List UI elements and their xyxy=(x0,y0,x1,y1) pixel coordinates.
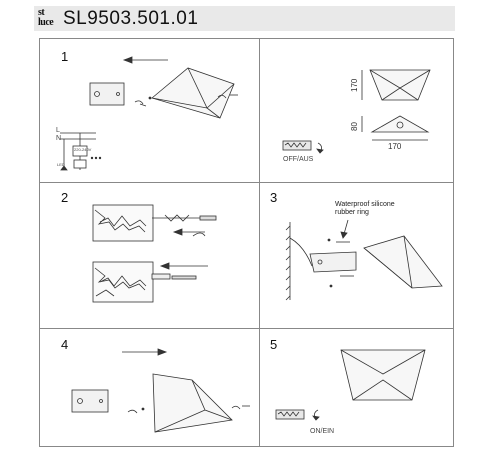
step3-drawing xyxy=(286,220,442,300)
step-number-4: 4 xyxy=(61,337,69,352)
dimension-height-top: 170 xyxy=(350,78,359,92)
step2-drawing xyxy=(93,205,216,302)
step-number-2: 2 xyxy=(61,190,69,205)
step-number-3: 3 xyxy=(270,190,278,205)
step5-drawing xyxy=(276,350,425,420)
dimension-width: 170 xyxy=(388,142,402,151)
lamp-symbol-label: LED xyxy=(57,162,65,167)
switch-off-label: OFF/AUS xyxy=(283,156,314,163)
step-number-1: 1 xyxy=(61,49,69,64)
wire-l-label: L xyxy=(56,127,60,134)
switch-on-label: ON/EIN xyxy=(310,428,335,435)
product-code: SL9503.501.01 xyxy=(63,8,199,29)
step4-drawing xyxy=(72,349,250,432)
step1-drawing xyxy=(60,57,238,170)
logo-text-bottom: luce xyxy=(38,17,54,28)
logo-text-top: st xyxy=(38,7,45,18)
dimension-height-bottom: 80 xyxy=(350,122,359,131)
step-number-5: 5 xyxy=(270,337,278,352)
wire-n-label: N xyxy=(56,135,62,142)
power-box-label: 220-240V xyxy=(74,147,92,152)
waterproof-ring-note: Waterproof silicone rubber ring xyxy=(335,201,395,216)
